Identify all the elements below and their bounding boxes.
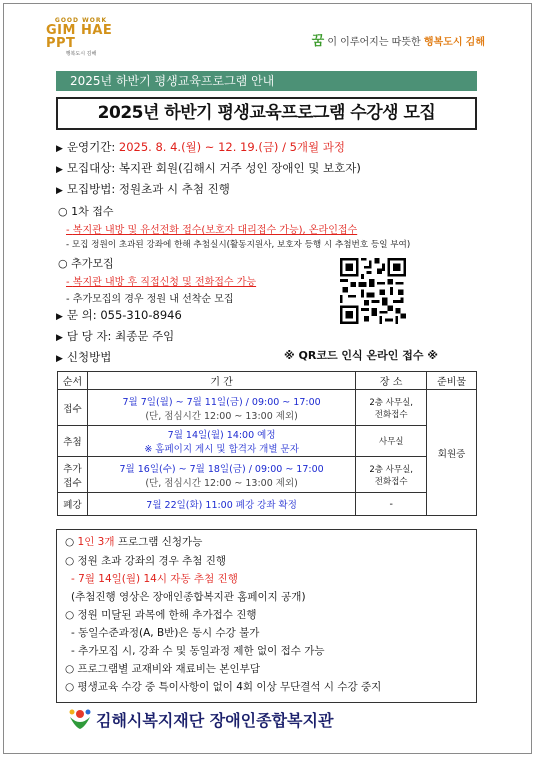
note-item: [65, 553, 226, 568]
note-text: 프로그램 신청가능: [114, 536, 203, 548]
period-line: [56, 139, 345, 155]
schedule-table: [57, 371, 477, 516]
period-value: 2025. 8. 4.(월) ~ 12. 19.(금) / 5개월 과정: [118, 140, 346, 154]
row-place: 사무실: [356, 426, 427, 457]
foundation-logo-icon: [67, 705, 93, 731]
step-line-2: 접수: [63, 477, 82, 489]
apply-line: [56, 349, 111, 365]
extra-line-1: - 복지관 내방 후 직접신청 및 전화접수 가능: [66, 277, 257, 288]
row-place: [356, 390, 427, 426]
contact-line: [56, 307, 182, 323]
slogan-mark: 꿈: [311, 34, 325, 49]
target-line: [56, 160, 361, 176]
method-line: [56, 181, 230, 197]
step-line-1: 추가: [63, 463, 82, 475]
first-round-text-1: 복지관 내방 및 유선전화 접수(보호자 대리접수 가능), 온라인접수: [72, 225, 358, 236]
qr-note: ※ QR코드 인식 온라인 접수 ※: [284, 349, 438, 362]
note-text: 정원 초과 강좌의 경우 추첨 진행: [77, 555, 227, 567]
period-label: 운영기간:: [66, 140, 116, 154]
extra-heading: [58, 255, 114, 271]
target-value: 복지관 회원(김해시 거주 성인 장애인 및 보호자): [118, 161, 361, 175]
logo-main-text: GIM HAE PPT: [46, 23, 113, 51]
first-round-heading: [58, 203, 113, 219]
slogan-text-4: 김해: [465, 37, 485, 48]
period-line-2: (단, 점심시간 12:00 ~ 13:00 제외): [145, 410, 298, 422]
circle-bullet-icon: ○: [58, 257, 68, 270]
logo-top-text: GOOD WORK: [54, 17, 108, 24]
table-row: [58, 457, 477, 493]
note-item: - 추가모집 시, 강좌 수 및 동일과정 제한 없이 접수 가능: [71, 645, 325, 657]
first-round-text-2: 모집 정원이 초과된 강좌에 한해 추첨실시(활동지원사, 보호자 등행 시 추첨번호 등일 부여): [71, 240, 411, 250]
circle-bullet-icon: ○: [65, 681, 75, 693]
row-period: 7월 22일(화) 11:00 폐강 강좌 확정: [87, 493, 355, 516]
header-supplies: 준비물: [427, 372, 477, 390]
gimhae-ppt-logo: [46, 17, 116, 57]
circle-bullet-icon: ○: [65, 609, 75, 621]
note-text: 평생교육 수강 중 특이사항이 없이 4회 이상 무단결석 시 수강 중지: [77, 681, 382, 693]
slogan-text-2: 따뜻한: [391, 37, 421, 48]
extra-text-2: 추가모집의 경우 정원 내 선착순 모집: [72, 294, 234, 305]
row-step: 접수: [58, 390, 88, 426]
bullet-icon: ▶: [56, 144, 63, 154]
note-item: - 7월 14일(월) 14시 자동 추첨 진행: [71, 573, 238, 585]
row-step: 추첨: [58, 426, 88, 457]
manager-line: [56, 328, 174, 344]
first-round-label: 1차 접수: [71, 205, 114, 218]
period-line-1: 7월 14일(월) 14:00 예정: [167, 430, 276, 441]
manager-value: 최종문 주임: [115, 329, 175, 343]
extra-label: 추가모집: [71, 257, 114, 270]
page-title: 2025년 하반기 평생교육프로그램 수강생 모집: [56, 97, 477, 130]
note-text: 프로그램별 교재비와 재료비는 본인부담: [77, 663, 260, 675]
bullet-icon: ▶: [56, 186, 63, 196]
table-row: [58, 426, 477, 457]
extra-text-1: 복지관 내방 후 직접신청 및 전화접수 가능: [72, 277, 257, 288]
contact-value: 055-310-8946: [100, 308, 182, 322]
supplies-cell: 회원증: [427, 390, 477, 516]
bullet-icon: ▶: [56, 312, 63, 322]
qr-code-icon[interactable]: [340, 258, 406, 324]
extra-line-2: - 추가모집의 경우 정원 내 선착순 모집: [66, 294, 234, 305]
period-line-1: 7월 16일(수) ~ 7월 18일(금) / 09:00 ~ 17:00: [119, 463, 324, 475]
row-place: [356, 457, 427, 493]
header-banner: 2025년 하반기 평생교육프로그램 안내: [56, 71, 477, 91]
note-item: [65, 661, 260, 676]
notes-box: [56, 529, 477, 703]
bullet-icon: ▶: [56, 333, 63, 343]
circle-bullet-icon: ○: [65, 555, 75, 567]
header-period: 기 간: [87, 372, 355, 390]
bullet-icon: ▶: [56, 354, 63, 364]
place-line-1: 2층 사무실,: [369, 464, 413, 475]
table-row: [58, 390, 477, 426]
note-item: [65, 607, 257, 622]
note-item: (추첨진행 영상은 장애인종합복지관 홈페이지 공개): [71, 591, 306, 603]
header-place: 장 소: [356, 372, 427, 390]
row-period: [87, 457, 355, 493]
table-header-row: [58, 372, 477, 390]
note-item: - 동일수준과정(A, B반)은 동시 수강 불가: [71, 627, 260, 639]
header-step: 순서: [58, 372, 88, 390]
target-label: 모집대상:: [66, 161, 116, 175]
contact-label: 문 의:: [66, 308, 97, 322]
logo-sub-text: 행복도시 김해: [65, 51, 97, 57]
note-text: 정원 미달된 과목에 한해 추가접수 진행: [77, 609, 257, 621]
manager-label: 담 당 자:: [66, 329, 112, 343]
circle-bullet-icon: ○: [65, 536, 75, 548]
slogan-text-1: 이 이루어지는: [327, 37, 389, 48]
method-label: 모집방법:: [66, 182, 116, 196]
period-line-1: 7월 7일(월) ~ 7월 11일(금) / 09:00 ~ 17:00: [122, 396, 321, 408]
bullet-icon: ▶: [56, 165, 63, 175]
slogan-text-3: 행복도시: [423, 37, 463, 48]
note-item: [65, 679, 381, 694]
apply-label: 신청방법: [66, 350, 112, 364]
place-line-2: 전화접수: [374, 409, 408, 420]
footer-organization: 김해시복지재단 장애인종합복지관: [96, 711, 334, 730]
first-round-line-1: - 복지관 내방 및 유선전화 접수(보호자 대리접수 가능), 온라인접수: [66, 225, 358, 236]
period-line-2: ※ 홈페이지 게시 및 합격자 개별 문자: [144, 444, 299, 455]
row-step: 폐강: [58, 493, 88, 516]
period-line-2: (단, 점심시간 12:00 ~ 13:00 제외): [145, 477, 298, 489]
circle-bullet-icon: ○: [58, 205, 68, 218]
row-place: -: [356, 493, 427, 516]
note-highlight: 1인 3개: [77, 536, 115, 548]
note-item: [65, 534, 202, 549]
row-period: [87, 390, 355, 426]
row-step: [58, 457, 88, 493]
first-round-line-2: - 모집 정원이 초과된 강좌에 한해 추첨실시(활동지원사, 보호자 등행 시 추첨번호 등일 부여): [66, 240, 411, 250]
row-period: [87, 426, 355, 457]
place-line-2: 전화접수: [374, 476, 408, 487]
city-slogan-logo: [312, 30, 485, 49]
method-value: 정원초과 시 추첨 진행: [118, 182, 230, 196]
table-row: [58, 493, 477, 516]
circle-bullet-icon: ○: [65, 663, 75, 675]
place-line-1: 2층 사무실,: [369, 397, 413, 408]
